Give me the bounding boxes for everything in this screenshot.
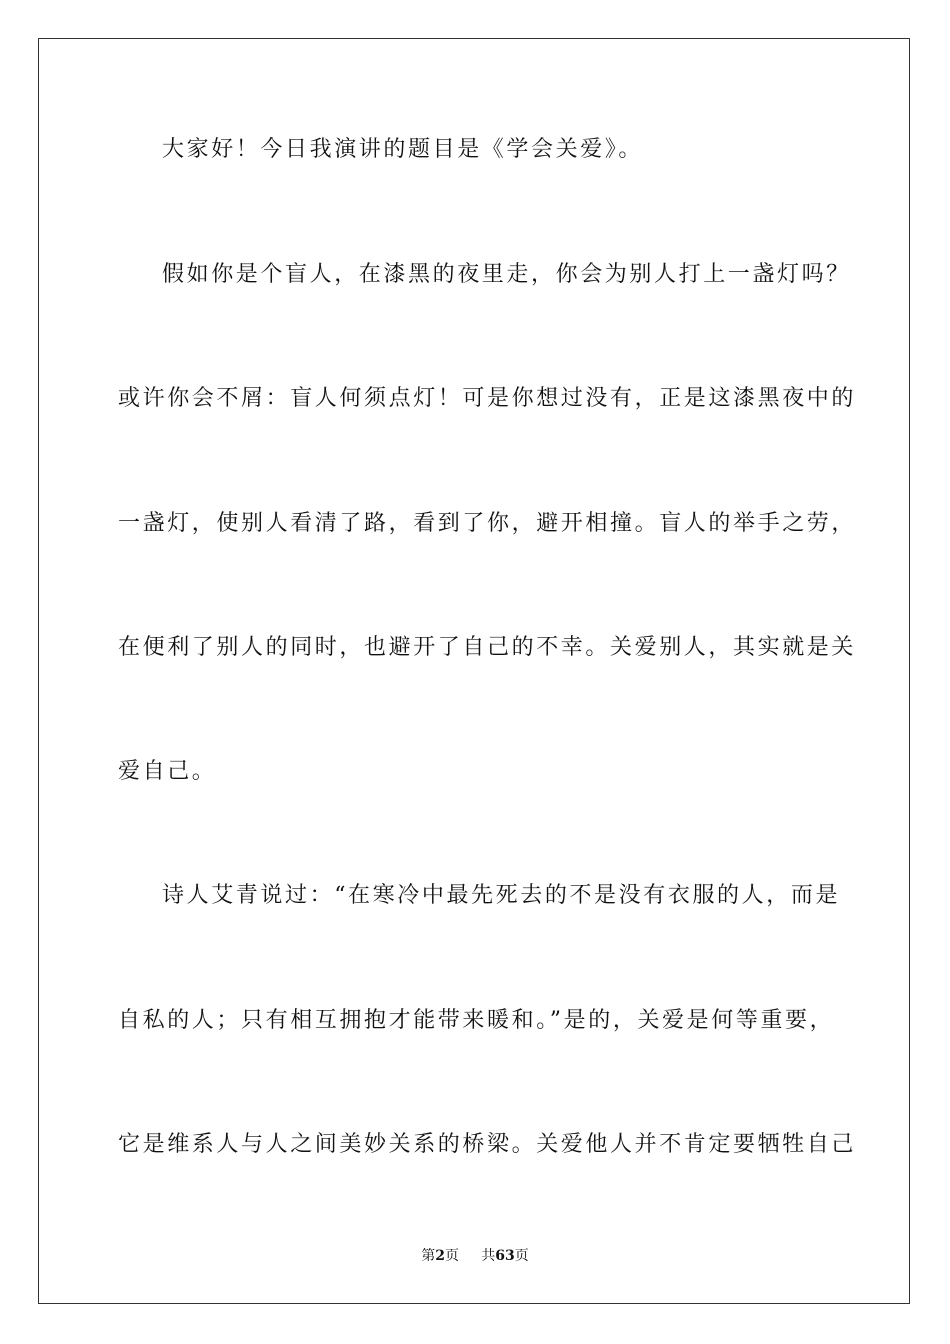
paragraph-line: 假如你是个盲人，在漆黑的夜里走，你会为别人打上一盏灯吗？ — [162, 262, 851, 287]
paragraph-line: 诗人艾青说过：“在寒冷中最先死去的不是没有衣服的人，而是 — [162, 883, 841, 908]
total-pages: 63 — [495, 1248, 515, 1264]
paragraph-line: 爱自己。 — [118, 759, 217, 784]
page-footer — [0, 1246, 950, 1266]
total-suffix: 页 — [514, 1248, 529, 1264]
page-suffix: 页 — [445, 1248, 459, 1264]
page-label — [421, 1248, 459, 1264]
total-prefix: 共 — [481, 1248, 496, 1264]
paragraph-line: 一盏灯，使别人看清了路，看到了你，避开相撞。盲人的举手之劳， — [118, 511, 857, 536]
page-border — [38, 38, 910, 1304]
paragraph-line: 或许你会不屑：盲人何须点灯！可是你想过没有，正是这漆黑夜中的 — [118, 386, 857, 411]
page-number: 2 — [435, 1248, 445, 1264]
paragraph-line: 它是维系人与人之间美妙关系的桥梁。关爱他人并不肯定要牺牲自己 — [118, 1132, 857, 1157]
page-prefix: 第 — [421, 1248, 436, 1264]
paragraph-line: 在便利了别人的同时，也避开了自己的不幸。关爱别人，其实就是关 — [118, 635, 857, 660]
paragraph-line: 自私的人；只有相互拥抱才能带来暖和。”是的，关爱是何等重要， — [118, 1008, 835, 1033]
paragraph-line: 大家好！今日我演讲的题目是《学会关爱》。 — [162, 137, 644, 162]
total-label — [481, 1248, 528, 1264]
